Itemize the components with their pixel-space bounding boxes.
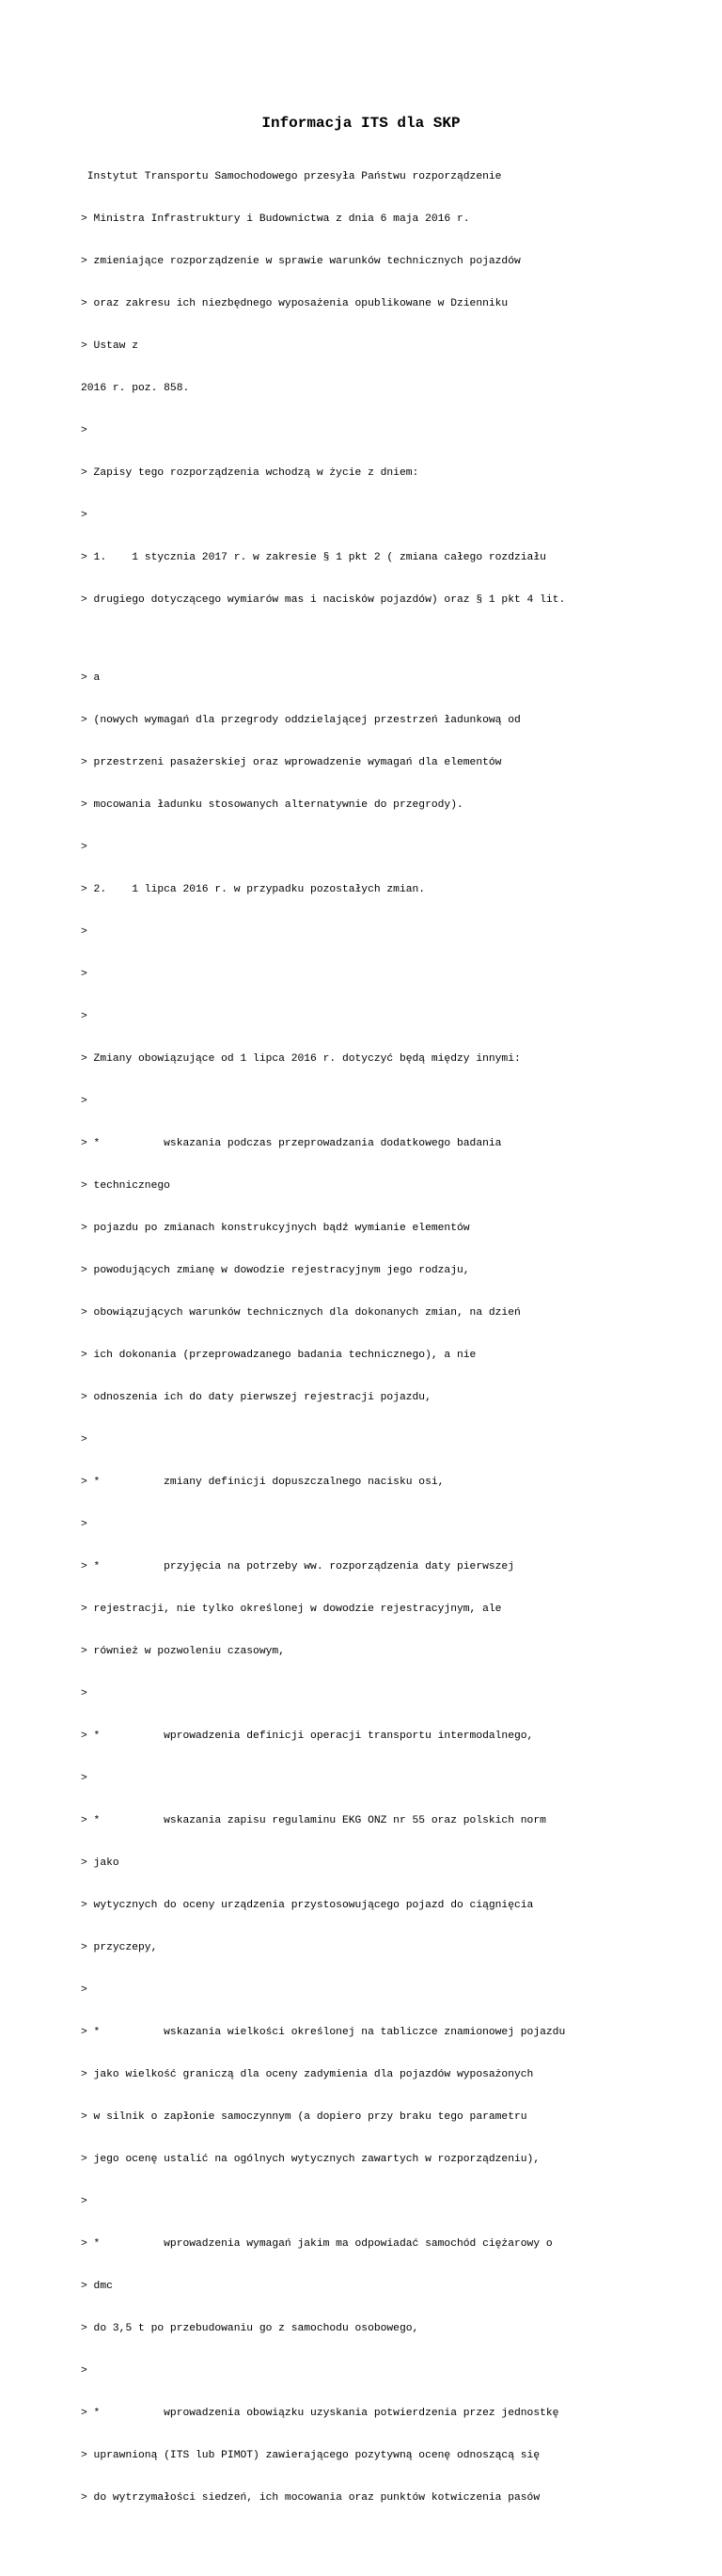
text-line: > — [81, 2365, 87, 2377]
text-line: > — [81, 842, 87, 853]
text-line: > 2. 1 lipca 2016 r. w przypadku pozostałych zmian. — [81, 884, 426, 895]
text-line: > jako wielkość graniczą dla oceny zadymienia dla pojazdów wyposażonych — [81, 2069, 534, 2080]
text-line: > — [81, 1688, 87, 1699]
text-line: > rejestracji, nie tylko określonej w dowodzie rejestracyjnym, ale — [81, 1604, 502, 1615]
text-line: > * zmiany definicji dopuszczalnego nacisku osi, — [81, 1477, 445, 1488]
text-line: > — [81, 1434, 87, 1446]
document-title: Informacja ITS dla SKP — [261, 115, 461, 132]
text-line: > do 3,5 t po przebudowaniu go z samochodu osobowego, — [81, 2323, 419, 2334]
text-line: > jako — [81, 1857, 119, 1869]
text-line: > Zmiany obowiązujące od 1 lipca 2016 r. dotyczyć będą między innymi: — [81, 1053, 521, 1065]
text-line: > * wprowadzenia definicji operacji transportu intermodalnego, — [81, 1731, 534, 1742]
text-line: > Zapisy tego rozporządzenia wchodzą w życie z dniem: — [81, 467, 419, 479]
text-line: > technicznego — [81, 1180, 170, 1192]
text-line: > w silnik o zapłonie samoczynnym (a dopiero przy braku tego parametru — [81, 2111, 527, 2123]
text-line: > do wytrzymałości siedzeń, ich mocowania oraz punktów kotwiczenia pasów — [81, 2492, 541, 2504]
text-line: > uprawnioną (ITS lub PIMOT) zawierającego pozytywną ocenę odnoszącą się — [81, 2450, 541, 2461]
text-line: > — [81, 2196, 87, 2207]
text-line: > drugiego dotyczącego wymiarów mas i nacisków pojazdów) oraz § 1 pkt 4 lit. — [81, 594, 566, 606]
text-line: > pojazdu po zmianach konstrukcyjnych bądź wymianie elementów — [81, 1223, 470, 1234]
text-line — [81, 2534, 701, 2548]
text-line: > obowiązujących warunków technicznych dla dokonanych zmian, na dzień — [81, 1307, 521, 1319]
text-line: > a — [81, 672, 101, 684]
text-line: > Ministra Infrastruktury i Budownictwa z dnia 6 maja 2016 r. — [81, 213, 470, 225]
text-line: > zmieniające rozporządzenie w sprawie warunków technicznych pojazdów — [81, 256, 521, 267]
text-line: > * wskazania zapisu regulaminu EKG ONZ nr 55 oraz polskich norm — [81, 1815, 546, 1826]
text-line: > powodujących zmianę w dowodzie rejestracyjnym jego rodzaju, — [81, 1265, 470, 1276]
text-line: > — [81, 1011, 87, 1022]
text-line: > (nowych wymagań dla przegrody oddzielającej przestrzeń ładunkową od — [81, 715, 521, 726]
text-line: > dmc — [81, 2281, 113, 2292]
text-line: > — [81, 1096, 87, 1107]
text-line: > — [81, 1773, 87, 1784]
text-line: > * przyjęcia na potrzeby ww. rozporządzenia daty pierwszej — [81, 1561, 514, 1572]
text-line: 2016 r. poz. 858. — [81, 383, 190, 394]
paragraph-gap — [81, 636, 701, 643]
text-line: > * wprowadzenia obowiązku uzyskania potwierdzenia przez jednostkę — [81, 2408, 559, 2419]
text-line: > * wskazania wielkości określonej na tabliczce znamionowej pojazdu — [81, 2027, 566, 2038]
text-line: > przyczepy, — [81, 1942, 158, 1953]
document-body — [81, 142, 701, 2576]
text-line: > — [81, 969, 87, 980]
text-line: > Ustaw z — [81, 340, 139, 352]
text-line: > ich dokonania (przeprowadzanego badania technicznego), a nie — [81, 1350, 477, 1361]
text-line: > * wskazania podczas przeprowadzania dodatkowego badania — [81, 1138, 502, 1149]
text-line: > — [81, 1519, 87, 1530]
text-line: > mocowania ładunku stosowanych alternatywnie do przegrody). — [81, 799, 463, 811]
text-line: > — [81, 1984, 87, 1996]
text-line: > jego ocenę ustalić na ogólnych wytycznych zawartych w rozporządzeniu), — [81, 2154, 541, 2165]
text-line: > przestrzeni pasażerskiej oraz wprowadzenie wymagań dla elementów — [81, 757, 502, 768]
text-line: > — [81, 926, 87, 938]
text-line: > — [81, 510, 87, 521]
text-line: > wytycznych do oceny urządzenia przystosowującego pojazd do ciągnięcia — [81, 1900, 534, 1911]
text-line: > — [81, 425, 87, 436]
text-line: > również w pozwoleniu czasowym, — [81, 1646, 285, 1657]
text-line: > oraz zakresu ich niezbędnego wyposażenia opublikowane w Dzienniku — [81, 298, 509, 309]
text-line: Instytut Transportu Samochodowego przesyła Państwu rozporządzenie — [81, 171, 502, 182]
text-line: > 1. 1 stycznia 2017 r. w zakresie § 1 pkt 2 ( zmiana całego rozdziału — [81, 552, 546, 563]
text-line: > * wprowadzenia wymagań jakim ma odpowiadać samochód ciężarowy o — [81, 2238, 553, 2250]
text-line: > odnoszenia ich do daty pierwszej rejestracji pojazdu, — [81, 1392, 432, 1403]
